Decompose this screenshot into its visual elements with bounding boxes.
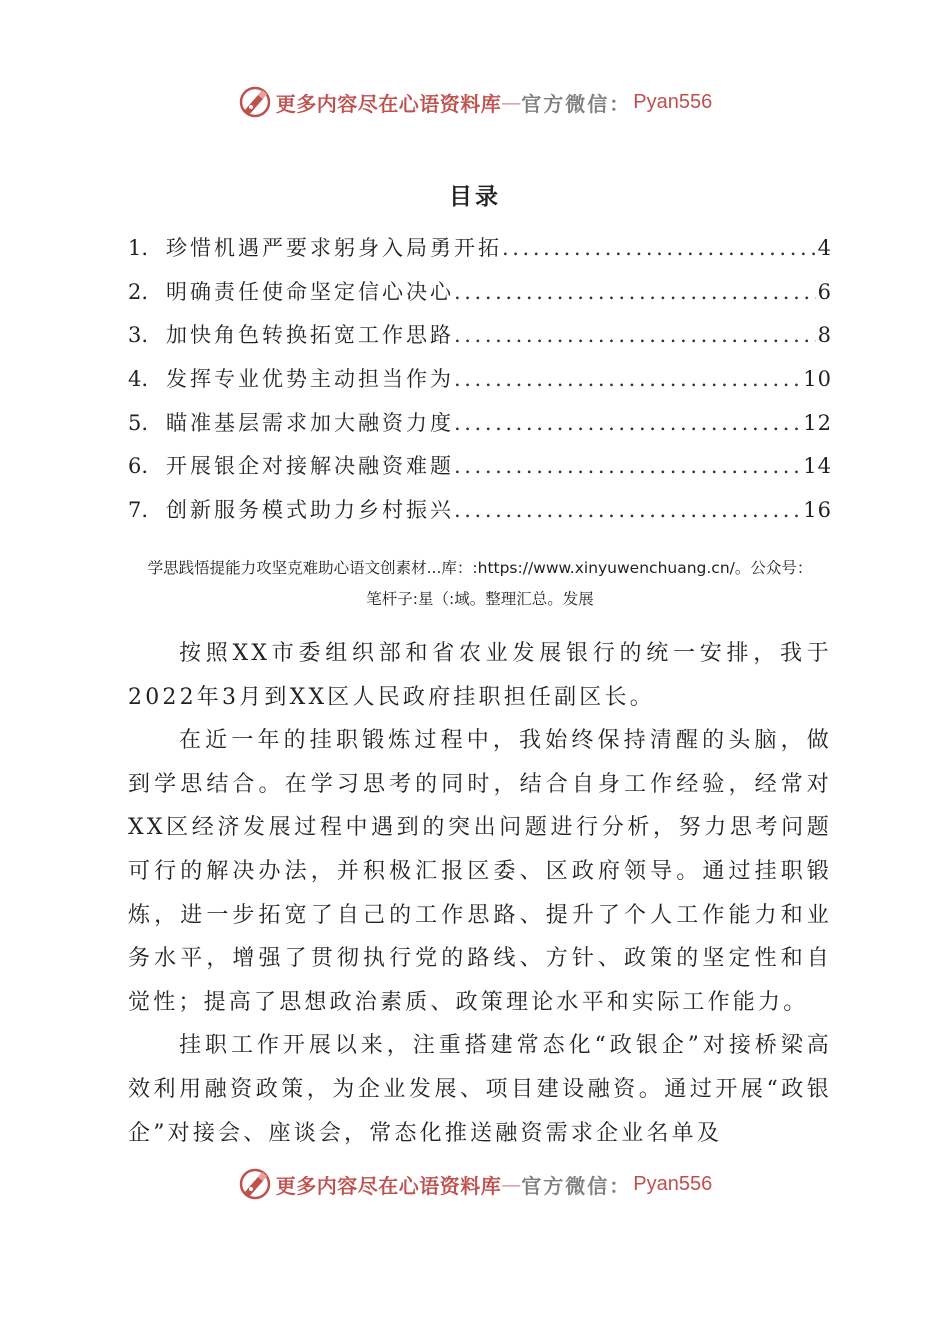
- toc-item-7[interactable]: [128, 494, 832, 538]
- toc-item-number: 6.: [128, 454, 149, 479]
- toc-item-number: 3.: [128, 323, 149, 348]
- toc-item-page: 6: [817, 279, 832, 304]
- banner-main-text: 更多内容尽在心语资料库: [275, 91, 502, 116]
- toc-leader-dots: [502, 236, 816, 260]
- banner-wechat-label: 官方微信：: [521, 1173, 632, 1198]
- body-paragraph-3: 挂职工作开展以来，注重搭建常态化“政银企”对接桥梁高效利用融资政策，为企业发展、项目建设融资。通过开展“政银企”对接会、座谈会，常态化推送融资需求企业名单及: [128, 1033, 832, 1146]
- source-note: [128, 553, 832, 615]
- toc-item-title: 创新服务模式助力乡村振兴: [166, 498, 454, 523]
- toc-item-number: 5.: [128, 410, 149, 435]
- toc-item-4[interactable]: [128, 363, 832, 407]
- banner-wechat-label: 官方微信：: [521, 91, 632, 116]
- toc-item-title: 明确责任使命坚定信心决心: [166, 279, 454, 304]
- toc-item-title: 开展银企对接解决融资难题: [166, 454, 454, 479]
- pen-logo-icon: [238, 1167, 272, 1201]
- banner-wechat-id: Pyan556: [633, 90, 713, 113]
- banner-wechat-id: Pyan556: [633, 1172, 713, 1195]
- document-body: [128, 632, 832, 1155]
- toc-item-1[interactable]: [128, 232, 832, 276]
- banner-separator: —: [501, 1172, 522, 1196]
- toc-item-page: 12: [803, 410, 832, 435]
- toc-item-number: 1.: [128, 236, 149, 260]
- toc-leader-dots: [454, 454, 801, 478]
- toc-item-3[interactable]: [128, 319, 832, 363]
- toc-item-page: 4: [817, 236, 832, 260]
- toc-title: 目录: [449, 183, 501, 210]
- toc-item-number: 2.: [128, 279, 149, 304]
- toc-leader-dots: [454, 367, 801, 391]
- toc-item-number: 7.: [128, 498, 149, 523]
- toc-leader-dots: [454, 280, 816, 304]
- toc-item-title: 瞄准基层需求加大融资力度: [166, 410, 454, 435]
- source-note-line-1: 学思践悟提能力攻坚克难助心语文创素材...库：:https://www.xinyuwenchuang.cn/。公众号：: [147, 559, 813, 577]
- footer-banner: [0, 1164, 950, 1204]
- body-paragraph-1: 按照XX市委组织部和省农业发展银行的统一安排，我于2022年3月到XX区人民政府挂职担任副区长。: [128, 641, 832, 710]
- toc-item-page: 14: [803, 454, 832, 479]
- body-paragraph-2: 在近一年的挂职锻炼过程中，我始终保持清醒的头脑，做到学思结合。在学习思考的同时，结合自身工作经验，经常对XX区经济发展过程中遇到的突出问题进行分析，努力思考问题可行的解决办法，并积极汇报区委、区政府领导。通过挂职锻炼，进一步拓宽了自己的工作思路、提升了个人工作能力和业务水平，增强了贯彻执行党的路线、方针、政策的坚定性和自觉性；提高了思想政治素质、政策理论水平和实际工作能力。: [128, 728, 832, 1015]
- toc-item-title: 发挥专业优势主动担当作为: [166, 367, 454, 392]
- toc-item-title: 加快角色转换拓宽工作思路: [166, 323, 454, 348]
- toc-leader-dots: [454, 323, 816, 347]
- toc-item-title: 珍惜机遇严要求躬身入局勇开拓: [166, 236, 502, 260]
- toc-item-page: 16: [803, 498, 832, 523]
- toc-item-page: 10: [803, 367, 832, 392]
- toc-item-6[interactable]: [128, 450, 832, 494]
- toc-leader-dots: [454, 411, 801, 435]
- toc-item-number: 4.: [128, 367, 149, 392]
- toc-item-5[interactable]: [128, 407, 832, 451]
- header-banner: [0, 82, 950, 122]
- banner-separator: —: [501, 90, 522, 114]
- table-of-contents: [128, 232, 832, 538]
- toc-item-page: 8: [817, 323, 832, 348]
- pen-logo-icon: [238, 85, 272, 119]
- source-note-line-2: 笔杆子:星（:域。整理汇总。发展: [366, 590, 594, 608]
- banner-main-text: 更多内容尽在心语资料库: [275, 1173, 502, 1198]
- toc-item-2[interactable]: [128, 276, 832, 320]
- toc-leader-dots: [454, 498, 801, 522]
